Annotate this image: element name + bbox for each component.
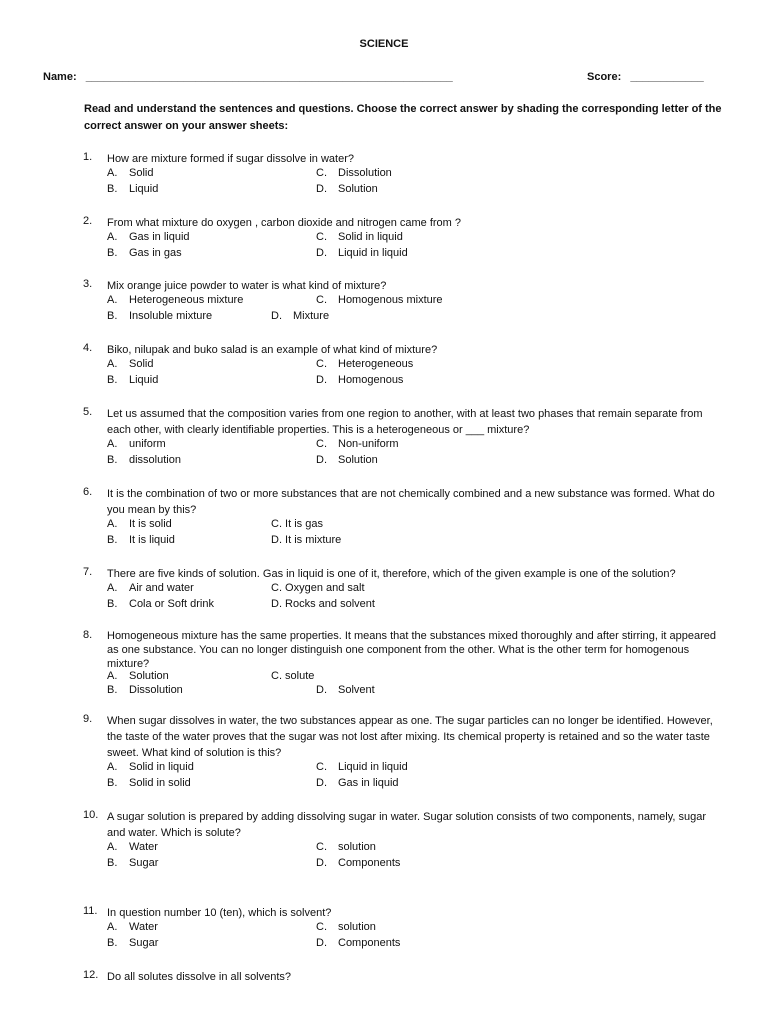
question-number: 8. bbox=[83, 629, 93, 641]
option-b: B. Liquid bbox=[107, 374, 159, 386]
option-a: A. Water bbox=[107, 921, 158, 933]
score-line: ____________ bbox=[630, 71, 704, 83]
option-b: B. Dissolution bbox=[107, 684, 183, 696]
question-number: 4. bbox=[83, 342, 93, 354]
question-text: A sugar solution is prepared by adding dissolving sugar in water. Sugar solution consists of two components, namely, sugar and water. Which is solute? bbox=[107, 811, 707, 839]
option-d: D. Components bbox=[316, 857, 401, 869]
question-number: 1. bbox=[83, 151, 93, 163]
name-label: Name: bbox=[43, 71, 77, 83]
option-b: B. dissolution bbox=[107, 454, 181, 466]
instructions: Read and understand the sentences and questions. Choose the correct answer by shading the corresponding letter of the correct answer on your answer sheets: bbox=[84, 103, 722, 132]
option-a: A. Air and water bbox=[107, 582, 194, 594]
question-text: When sugar dissolves in water, the two substances appear as one. The sugar particles can no longer be identified. However, the taste of the water proves that the sugar was not lost after mixing. Its chemical property is retained and so the water taste sweet. What kind of solution is this? bbox=[107, 715, 713, 759]
option-d: D. It is mixture bbox=[271, 534, 342, 546]
option-a: A. It is solid bbox=[107, 518, 172, 530]
question-number: 7. bbox=[83, 566, 93, 578]
option-c: C. solution bbox=[316, 841, 376, 853]
option-d: D. Components bbox=[316, 937, 401, 949]
question-number: 2. bbox=[83, 215, 93, 227]
option-c: C. Solid in liquid bbox=[316, 231, 403, 243]
option-c: C. Liquid in liquid bbox=[316, 761, 408, 773]
option-a: A. Gas in liquid bbox=[107, 231, 190, 243]
option-c: C. solution bbox=[316, 921, 376, 933]
question-text: Let us assumed that the composition varies from one region to another, with at least two phases that remain separate from each other, with clearly identifiable properties. This is a heterogeneous or ___ mixture? bbox=[107, 408, 703, 436]
option-b: B. Sugar bbox=[107, 857, 159, 869]
question-number: 10. bbox=[83, 809, 99, 821]
option-b: B. Solid in solid bbox=[107, 777, 191, 789]
question-text: It is the combination of two or more substances that are not chemically combined and a new substance was formed. What do you mean by this? bbox=[107, 488, 715, 516]
option-b: B. Gas in gas bbox=[107, 247, 182, 259]
option-c: C. Homogenous mixture bbox=[316, 294, 443, 306]
option-a: A. Solid bbox=[107, 358, 154, 370]
option-b: B. Cola or Soft drink bbox=[107, 598, 214, 610]
question-text: How are mixture formed if sugar dissolve in water? bbox=[107, 153, 354, 165]
option-a: A. Solid in liquid bbox=[107, 761, 194, 773]
option-a: A. Solid bbox=[107, 167, 154, 179]
option-c: C. It is gas bbox=[271, 518, 323, 530]
option-c: C. solute bbox=[271, 670, 315, 682]
option-d: D. Solution bbox=[316, 183, 378, 195]
option-d: D. Solution bbox=[316, 454, 378, 466]
option-d: D. Gas in liquid bbox=[316, 777, 399, 789]
question-text: Biko, nilupak and buko salad is an example of what kind of mixture? bbox=[107, 344, 438, 356]
option-b: B. Liquid bbox=[107, 183, 159, 195]
question-number: 5. bbox=[83, 406, 93, 418]
option-d: D. Solvent bbox=[316, 684, 375, 696]
option-d: D. Mixture bbox=[271, 310, 330, 322]
option-b: B. Insoluble mixture bbox=[107, 310, 213, 322]
question-text: Homogeneous mixture has the same properties. It means that the substances mixed thoroughly and after stirring, it appeared as one substance. You can no longer distinguish one component from the other. What is the other term for homogenous mixture? bbox=[107, 630, 716, 670]
option-c: C. Heterogeneous bbox=[316, 358, 414, 370]
question-number: 3. bbox=[83, 278, 93, 290]
question-text: From what mixture do oxygen , carbon dioxide and nitrogen came from ? bbox=[107, 217, 462, 229]
question-number: 12. bbox=[83, 969, 99, 981]
question-text: Do all solutes dissolve in all solvents? bbox=[107, 971, 292, 983]
option-d: D. Homogenous bbox=[316, 374, 404, 386]
score-label: Score: bbox=[587, 71, 622, 83]
question-number: 9. bbox=[83, 713, 93, 725]
question-number: 11. bbox=[83, 905, 98, 917]
option-c: C. Non-uniform bbox=[316, 438, 399, 450]
option-d: D. Rocks and solvent bbox=[271, 598, 375, 610]
score-field bbox=[587, 71, 704, 83]
name-field bbox=[43, 71, 453, 83]
option-c: C. Oxygen and salt bbox=[271, 582, 365, 594]
option-a: A. Heterogeneous mixture bbox=[107, 294, 244, 306]
option-a: A. uniform bbox=[107, 438, 166, 450]
page-title: SCIENCE bbox=[359, 38, 409, 50]
option-b: B. Sugar bbox=[107, 937, 159, 949]
option-d: D. Liquid in liquid bbox=[316, 247, 408, 259]
option-a: A. Solution bbox=[107, 670, 169, 682]
option-a: A. Water bbox=[107, 841, 158, 853]
option-b: B. It is liquid bbox=[107, 534, 175, 546]
question-text: In question number 10 (ten), which is solvent? bbox=[107, 907, 332, 919]
name-line: ____________________________________________________________ bbox=[85, 71, 453, 83]
option-c: C. Dissolution bbox=[316, 167, 392, 179]
question-text: There are five kinds of solution. Gas in liquid is one of it, therefore, which of the given example is one of the solution? bbox=[107, 568, 676, 580]
question-text: Mix orange juice powder to water is what kind of mixture? bbox=[107, 280, 387, 292]
question-number: 6. bbox=[83, 486, 93, 498]
